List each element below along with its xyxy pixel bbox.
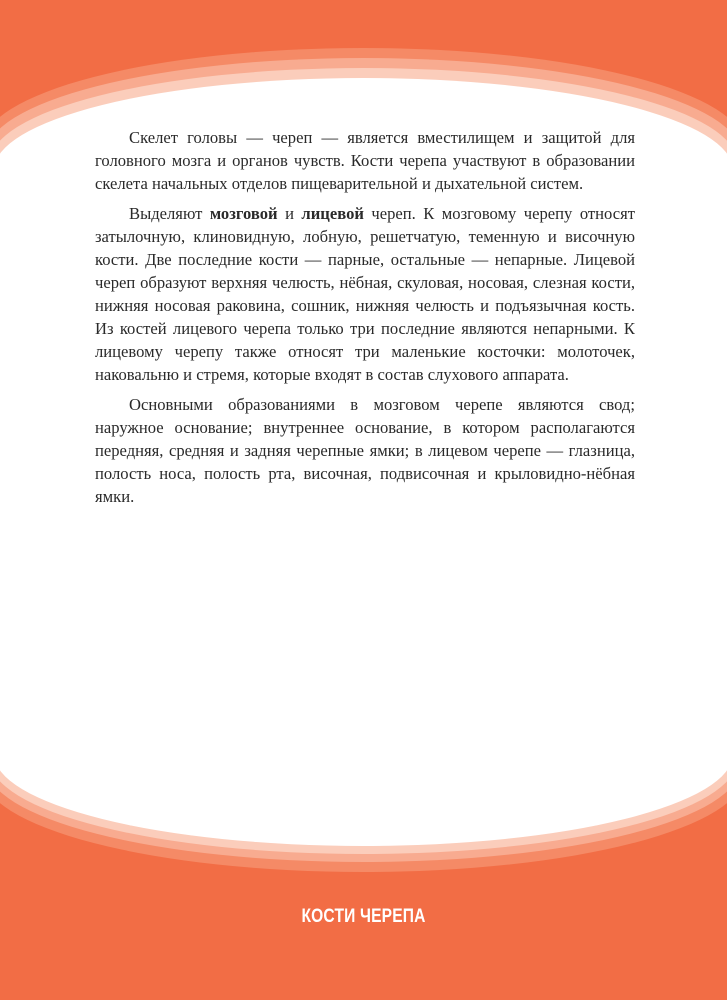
body-text bbox=[95, 126, 635, 515]
paragraph-2 bbox=[95, 202, 635, 386]
paragraph-2-start: Выделяют bbox=[129, 204, 210, 223]
paragraph-2-rest: череп. К мозговому черепу относят затылочную, клиновидную, лобную, решетчатую, теменную и височную кости. Две последние кости — парные, остальные — непарные. Лицевой череп образуют верхняя челюсть, нёбная, скуловая, носовая, слезная кости, нижняя носовая раковина, сошник, нижняя челюсть и подъязычная кость. Из костей лицевого черепа только три последние являются непарными. К лицевому черепу также относят три маленькие косточки: молоточек, наковальню и стремя, которые входят в состав слухового аппарата. bbox=[95, 204, 635, 384]
term-facial: лицевой bbox=[301, 204, 364, 223]
term-cerebral: мозговой bbox=[209, 204, 278, 223]
paragraph-2-conj: и bbox=[277, 204, 302, 223]
paragraph-3: Основными образованиями в мозговом черепе являются свод; наружное основание; внутреннее основание, в котором располагаются передняя, средняя и задняя черепные ямки; в лицевом черепе — глазница, полость носа, полость рта, височная, подвисочная и крыловидно-нёбная ямки. bbox=[95, 395, 635, 506]
section-title: КОСТИ ЧЕРЕПА bbox=[301, 906, 426, 927]
paragraph-1: Скелет головы — череп — является вместилищем и защитой для головного мозга и органов чувств. Кости черепа участвуют в образовании скелета начальных отделов пищеварительной и дыхательной систем. bbox=[95, 128, 635, 193]
